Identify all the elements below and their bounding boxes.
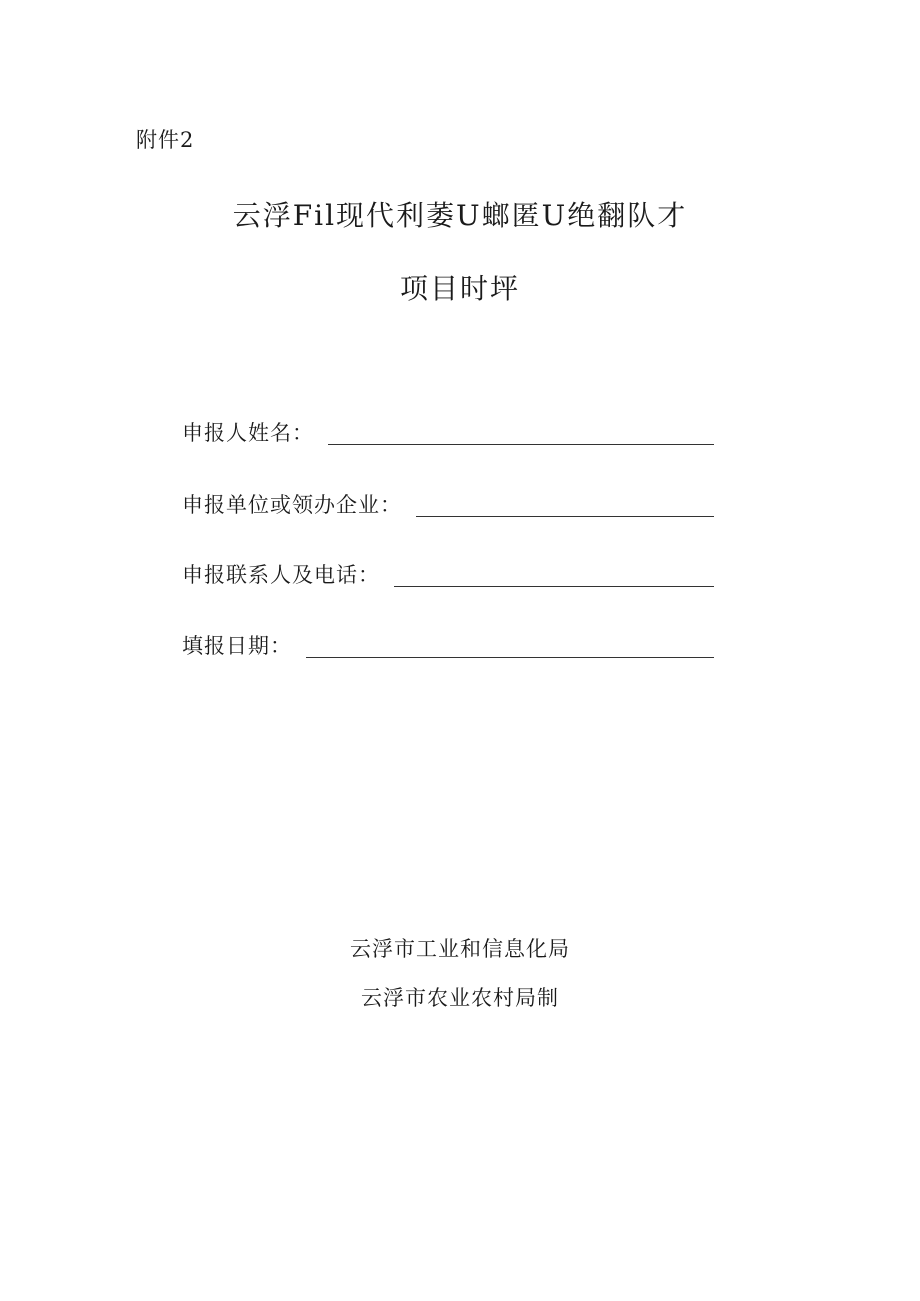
applicant-name-blank-line [328,443,714,445]
fill-date-blank-line [306,656,714,658]
contact-phone-field [182,557,714,589]
applicant-unit-label: 申报单位或领办企业： [182,493,402,517]
applicant-name-field [182,415,714,447]
contact-phone-label: 申报联系人及电话： [182,563,380,587]
fill-date-field [182,628,714,660]
document-title-line-2: 项目时坪 [399,272,520,305]
applicant-unit-blank-line [416,515,714,517]
contact-phone-blank-line [394,585,714,587]
attachment-label: 附件2 [136,128,195,152]
document-title-line-1: 云浮Fil现代利萎U螂匿U绝翻队才 [232,199,688,232]
applicant-unit-field [182,487,714,519]
applicant-name-label: 申报人姓名： [182,421,314,445]
issuer-line-2: 云浮市农业农村局制 [361,986,559,1010]
issuer-line-1: 云浮市工业和信息化局 [350,937,570,961]
fill-date-label: 填报日期： [182,634,292,658]
